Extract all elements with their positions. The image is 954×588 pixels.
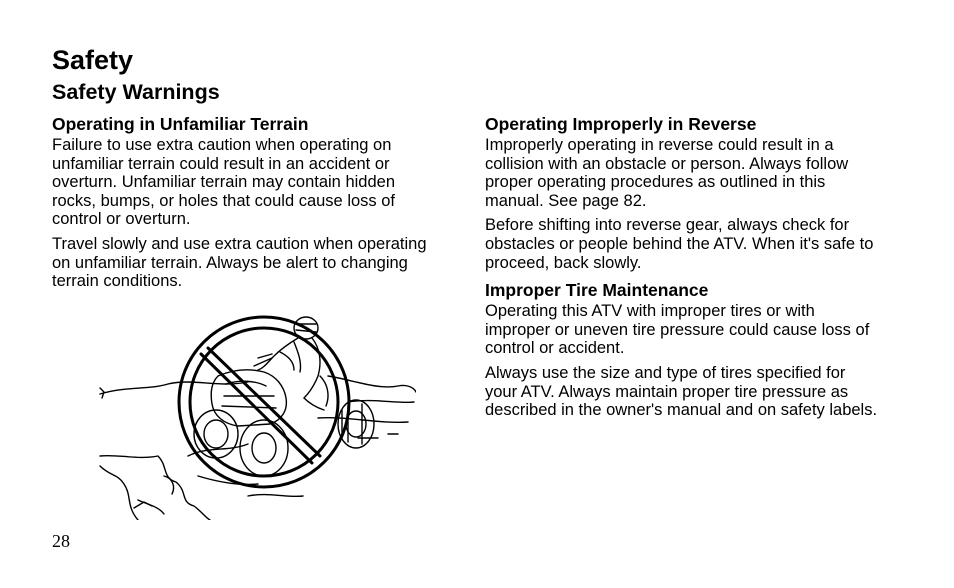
page-title: Safety — [52, 45, 134, 75]
right-column — [485, 114, 895, 428]
section-reverse — [485, 114, 895, 272]
left-column — [52, 114, 452, 297]
paragraph: Before shifting into reverse gear, always check for obstacles or people behind the ATV. When it's safe to proceed, back slowly. — [485, 216, 874, 272]
no-atv-unfamiliar-terrain-icon — [98, 306, 416, 520]
page-number: 28 — [52, 531, 70, 551]
paragraph: Operating this ATV with improper tires or with improper or uneven tire pressure could cause loss of control or accident. — [485, 302, 870, 358]
paragraph: Always use the size and type of tires specified for your ATV. Always maintain proper tire pressure as described in the owner's manual and on safety labels. — [485, 363, 878, 420]
paragraph: Travel slowly and use extra caution when operating on unfamiliar terrain. Always be alert to changing terrain conditions. — [52, 234, 427, 291]
section-title-tire-maintenance: Improper Tire Maintenance — [485, 280, 709, 301]
page-subtitle: Safety Warnings — [52, 80, 220, 104]
paragraph: Improperly operating in reverse could result in a collision with an obstacle or person. Always follow proper operating procedures as outlined in this manual. See page 82. — [485, 136, 849, 210]
section-tire-maintenance — [485, 280, 895, 420]
section-title-unfamiliar-terrain: Operating in Unfamiliar Terrain — [52, 114, 309, 134]
section-title-reverse: Operating Improperly in Reverse — [485, 114, 757, 134]
paragraph: Failure to use extra caution when operating on unfamiliar terrain could result in an accident or overturn. Unfamiliar terrain may contain hidden rocks, bumps, or holes that could cause loss of control or overturn. — [52, 136, 396, 229]
